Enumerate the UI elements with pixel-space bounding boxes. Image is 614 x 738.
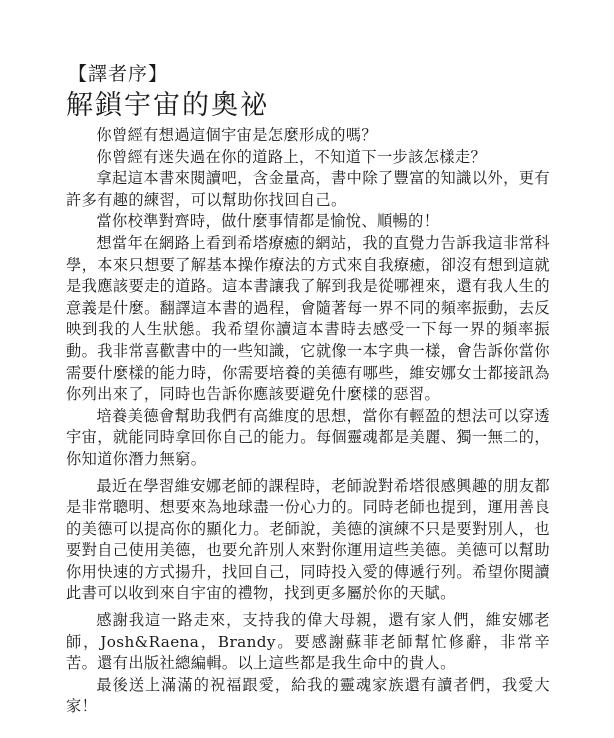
paragraph: 最近在學習維安娜老師的課程時，老師說對希塔很感興趣的朋友都是非常聰明、想要來為地球盡一份心力的。同時老師也提到，運用善良的美德可以提高你的顯化力。老師說，美德的演練不只是要對別人，也要對自己使用美德，也要允許別人來對你運用這些美德。美德可以幫助你用快速的方式揚升，找回自己，同時投入愛的傳遞行列。希望你閱讀此書可以收到來自宇宙的禮物，找到更多屬於你的天賦。 xyxy=(66,476,550,603)
paragraph: 感謝我這一路走來，支持我的偉大母親，還有家人們，維安娜老師，Josh&Raena，Brandy。要感謝蘇菲老師幫忙修辭，非常辛苦。還有出版社總編輯。以上這些都是我生命中的貴人。 xyxy=(66,611,550,673)
paragraph: 當你校準對齊時，做什麼事情都是愉悅、順暢的！ xyxy=(96,212,440,231)
paragraph: 培養美德會幫助我們有高維度的思想，當你有輕盈的想法可以穿透宇宙，就能同時拿回你自己的能力。每個靈魂都是美麗、獨一無二的，你知道你潛力無窮。 xyxy=(66,406,550,468)
translator-preface-page xyxy=(66,62,550,718)
paragraph: 想當年在網路上看到希塔療癒的網站，我的直覺力告訴我這非常科學，本來只想要了解基本操作療法的方式來自我療癒，卻沒有想到這就是我應該要走的道路。這本書讓我了解到我是從哪裡來，還有我人生的意義是什麼。翻譯這本書的過程，會隨著每一界不同的頻率振動，去反映到我的人生狀態。我希望你讀這本書時去感受一下每一界的頻率振動。我非常喜歡書中的一些知識，它就像一本字典一樣，會告訴你當你需要什麼樣的能力時，你需要培養的美德有哪些，維安娜女士都接訊為你列出來了，同時也告訴你應該要避免什麼樣的惡習。 xyxy=(66,233,550,404)
paragraph: 你曾經有想過這個宇宙是怎麼形成的嗎？ xyxy=(96,126,377,144)
paragraph: 拿起這本書來閱讀吧，含金量高，書中除了豐富的知識以外，更有許多有趣的練習，可以幫助你找回自己。 xyxy=(66,169,550,209)
paragraph: 最後送上滿滿的祝福跟愛，給我的靈魂家族還有讀者們，我愛大家！ xyxy=(66,675,550,716)
preface-body xyxy=(66,125,550,718)
chapter-title: 解鎖宇宙的奧祕 xyxy=(66,90,269,121)
section-label: 【譯者序】 xyxy=(68,63,169,85)
paragraph: 你曾經有迷失過在你的道路上，不知道下一步該怎樣走？ xyxy=(96,147,487,166)
